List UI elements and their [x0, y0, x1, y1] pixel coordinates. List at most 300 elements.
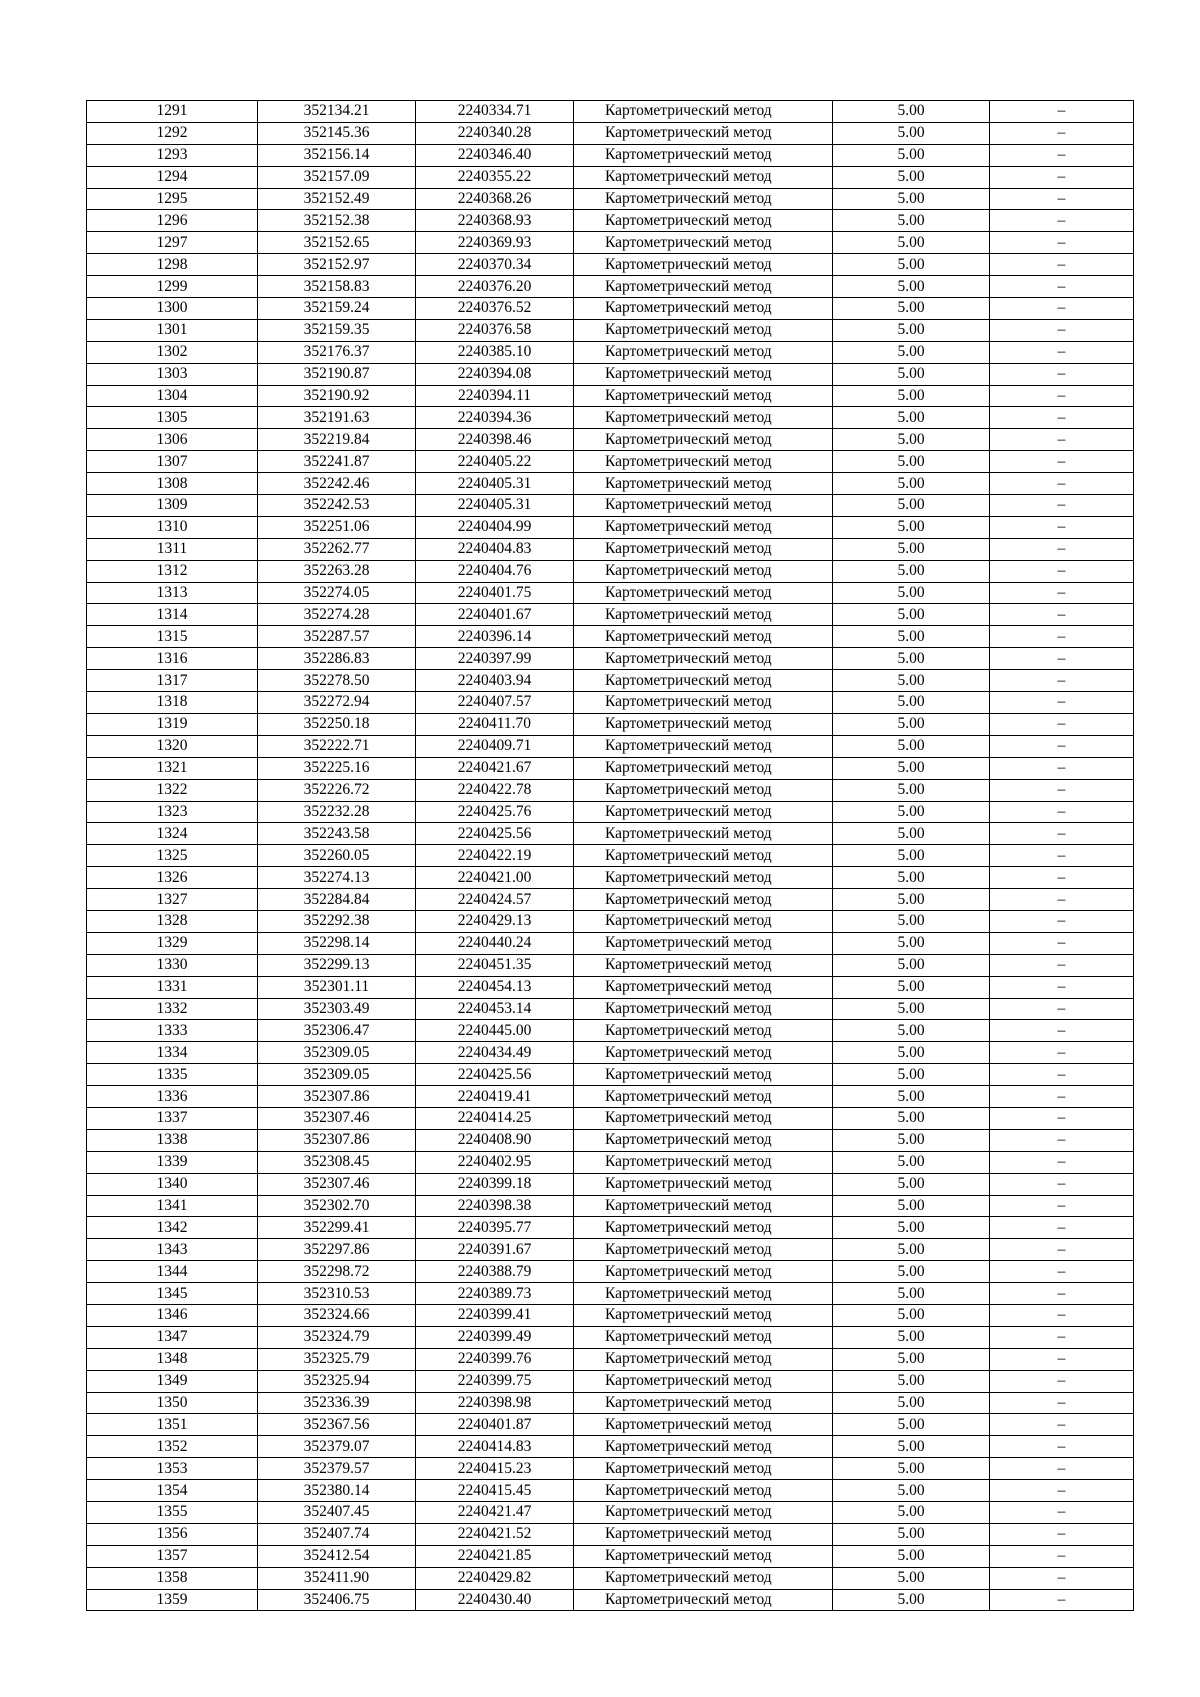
y-coordinate-cell: 2240355.22 [416, 166, 574, 188]
accuracy-cell: 5.00 [833, 341, 990, 363]
point-number-cell: 1315 [87, 626, 258, 648]
x-coordinate-cell: 352299.41 [258, 1217, 416, 1239]
table-row [87, 670, 1134, 692]
y-coordinate-cell: 2240402.95 [416, 1151, 574, 1173]
y-coordinate-cell: 2240398.98 [416, 1392, 574, 1414]
accuracy-cell: 5.00 [833, 998, 990, 1020]
description-cell: – [990, 122, 1134, 144]
method-cell: Картометрический метод [574, 1392, 833, 1414]
accuracy-cell: 5.00 [833, 385, 990, 407]
method-cell: Картометрический метод [574, 122, 833, 144]
x-coordinate-cell: 352190.92 [258, 385, 416, 407]
x-coordinate-cell: 352241.87 [258, 451, 416, 473]
x-coordinate-cell: 352274.28 [258, 604, 416, 626]
description-cell: – [990, 713, 1134, 735]
x-coordinate-cell: 352262.77 [258, 538, 416, 560]
y-coordinate-cell: 2240415.45 [416, 1480, 574, 1502]
accuracy-cell: 5.00 [833, 1173, 990, 1195]
point-number-cell: 1337 [87, 1107, 258, 1129]
method-cell: Картометрический метод [574, 101, 833, 123]
y-coordinate-cell: 2240334.71 [416, 101, 574, 123]
table-row [87, 932, 1134, 954]
accuracy-cell: 5.00 [833, 1020, 990, 1042]
point-number-cell: 1346 [87, 1304, 258, 1326]
description-cell: – [990, 407, 1134, 429]
accuracy-cell: 5.00 [833, 1304, 990, 1326]
description-cell: – [990, 1107, 1134, 1129]
description-cell: – [990, 1239, 1134, 1261]
point-number-cell: 1335 [87, 1064, 258, 1086]
x-coordinate-cell: 352406.75 [258, 1589, 416, 1611]
point-number-cell: 1293 [87, 144, 258, 166]
table-row [87, 1195, 1134, 1217]
description-cell: – [990, 232, 1134, 254]
accuracy-cell: 5.00 [833, 779, 990, 801]
description-cell: – [990, 341, 1134, 363]
method-cell: Картометрический метод [574, 779, 833, 801]
y-coordinate-cell: 2240440.24 [416, 932, 574, 954]
description-cell: – [990, 1502, 1134, 1524]
point-number-cell: 1339 [87, 1151, 258, 1173]
description-cell: – [990, 1392, 1134, 1414]
method-cell: Картометрический метод [574, 1348, 833, 1370]
point-number-cell: 1358 [87, 1567, 258, 1589]
x-coordinate-cell: 352379.07 [258, 1436, 416, 1458]
x-coordinate-cell: 352152.38 [258, 210, 416, 232]
description-cell: – [990, 889, 1134, 911]
x-coordinate-cell: 352274.05 [258, 582, 416, 604]
description-cell: – [990, 757, 1134, 779]
description-cell: – [990, 254, 1134, 276]
y-coordinate-cell: 2240414.25 [416, 1107, 574, 1129]
method-cell: Картометрический метод [574, 1042, 833, 1064]
table-row [87, 1348, 1134, 1370]
y-coordinate-cell: 2240422.19 [416, 845, 574, 867]
accuracy-cell: 5.00 [833, 1261, 990, 1283]
accuracy-cell: 5.00 [833, 166, 990, 188]
point-number-cell: 1328 [87, 910, 258, 932]
table-row [87, 976, 1134, 998]
accuracy-cell: 5.00 [833, 560, 990, 582]
coordinates-table-body [87, 101, 1134, 1611]
description-cell: – [990, 429, 1134, 451]
y-coordinate-cell: 2240425.56 [416, 823, 574, 845]
point-number-cell: 1336 [87, 1086, 258, 1108]
method-cell: Картометрический метод [574, 735, 833, 757]
y-coordinate-cell: 2240340.28 [416, 122, 574, 144]
accuracy-cell: 5.00 [833, 1589, 990, 1611]
y-coordinate-cell: 2240454.13 [416, 976, 574, 998]
method-cell: Картометрический метод [574, 1151, 833, 1173]
description-cell: – [990, 1151, 1134, 1173]
method-cell: Картометрический метод [574, 1107, 833, 1129]
description-cell: – [990, 538, 1134, 560]
accuracy-cell: 5.00 [833, 1129, 990, 1151]
method-cell: Картометрический метод [574, 385, 833, 407]
y-coordinate-cell: 2240399.76 [416, 1348, 574, 1370]
x-coordinate-cell: 352325.94 [258, 1370, 416, 1392]
method-cell: Картометрический метод [574, 473, 833, 495]
y-coordinate-cell: 2240419.41 [416, 1086, 574, 1108]
description-cell: – [990, 604, 1134, 626]
y-coordinate-cell: 2240394.11 [416, 385, 574, 407]
x-coordinate-cell: 352145.36 [258, 122, 416, 144]
table-row [87, 779, 1134, 801]
description-cell: – [990, 1589, 1134, 1611]
point-number-cell: 1308 [87, 473, 258, 495]
x-coordinate-cell: 352274.13 [258, 867, 416, 889]
method-cell: Картометрический метод [574, 713, 833, 735]
description-cell: – [990, 910, 1134, 932]
table-row [87, 735, 1134, 757]
x-coordinate-cell: 352286.83 [258, 648, 416, 670]
method-cell: Картометрический метод [574, 757, 833, 779]
table-row [87, 1523, 1134, 1545]
table-row [87, 363, 1134, 385]
description-cell: – [990, 319, 1134, 341]
point-number-cell: 1318 [87, 692, 258, 714]
point-number-cell: 1312 [87, 560, 258, 582]
x-coordinate-cell: 352292.38 [258, 910, 416, 932]
y-coordinate-cell: 2240404.83 [416, 538, 574, 560]
x-coordinate-cell: 352380.14 [258, 1480, 416, 1502]
description-cell: – [990, 932, 1134, 954]
y-coordinate-cell: 2240421.67 [416, 757, 574, 779]
y-coordinate-cell: 2240394.36 [416, 407, 574, 429]
table-row [87, 1392, 1134, 1414]
x-coordinate-cell: 352307.46 [258, 1107, 416, 1129]
point-number-cell: 1325 [87, 845, 258, 867]
y-coordinate-cell: 2240425.76 [416, 801, 574, 823]
table-row [87, 1589, 1134, 1611]
accuracy-cell: 5.00 [833, 254, 990, 276]
x-coordinate-cell: 352379.57 [258, 1458, 416, 1480]
y-coordinate-cell: 2240405.31 [416, 473, 574, 495]
description-cell: – [990, 166, 1134, 188]
y-coordinate-cell: 2240376.58 [416, 319, 574, 341]
method-cell: Картометрический метод [574, 1195, 833, 1217]
table-row [87, 516, 1134, 538]
table-row [87, 538, 1134, 560]
accuracy-cell: 5.00 [833, 1348, 990, 1370]
accuracy-cell: 5.00 [833, 1151, 990, 1173]
y-coordinate-cell: 2240411.70 [416, 713, 574, 735]
table-row [87, 1502, 1134, 1524]
point-number-cell: 1316 [87, 648, 258, 670]
accuracy-cell: 5.00 [833, 626, 990, 648]
method-cell: Картометрический метод [574, 998, 833, 1020]
x-coordinate-cell: 352307.86 [258, 1129, 416, 1151]
point-number-cell: 1299 [87, 276, 258, 298]
point-number-cell: 1296 [87, 210, 258, 232]
method-cell: Картометрический метод [574, 1414, 833, 1436]
x-coordinate-cell: 352287.57 [258, 626, 416, 648]
method-cell: Картометрический метод [574, 298, 833, 320]
method-cell: Картометрический метод [574, 932, 833, 954]
table-row [87, 757, 1134, 779]
table-row [87, 1480, 1134, 1502]
description-cell: – [990, 385, 1134, 407]
description-cell: – [990, 451, 1134, 473]
table-row [87, 1129, 1134, 1151]
coordinates-table [86, 100, 1134, 1611]
description-cell: – [990, 1042, 1134, 1064]
y-coordinate-cell: 2240368.26 [416, 188, 574, 210]
point-number-cell: 1300 [87, 298, 258, 320]
accuracy-cell: 5.00 [833, 757, 990, 779]
method-cell: Картометрический метод [574, 1480, 833, 1502]
method-cell: Картометрический метод [574, 166, 833, 188]
x-coordinate-cell: 352251.06 [258, 516, 416, 538]
y-coordinate-cell: 2240389.73 [416, 1283, 574, 1305]
table-row [87, 801, 1134, 823]
table-row [87, 1458, 1134, 1480]
description-cell: – [990, 998, 1134, 1020]
point-number-cell: 1347 [87, 1326, 258, 1348]
method-cell: Картометрический метод [574, 692, 833, 714]
method-cell: Картометрический метод [574, 648, 833, 670]
accuracy-cell: 5.00 [833, 692, 990, 714]
description-cell: – [990, 188, 1134, 210]
accuracy-cell: 5.00 [833, 473, 990, 495]
y-coordinate-cell: 2240399.75 [416, 1370, 574, 1392]
x-coordinate-cell: 352297.86 [258, 1239, 416, 1261]
table-row [87, 1151, 1134, 1173]
x-coordinate-cell: 352309.05 [258, 1042, 416, 1064]
x-coordinate-cell: 352157.09 [258, 166, 416, 188]
description-cell: – [990, 735, 1134, 757]
method-cell: Картометрический метод [574, 1217, 833, 1239]
x-coordinate-cell: 352159.35 [258, 319, 416, 341]
description-cell: – [990, 1480, 1134, 1502]
x-coordinate-cell: 352307.46 [258, 1173, 416, 1195]
point-number-cell: 1320 [87, 735, 258, 757]
y-coordinate-cell: 2240404.99 [416, 516, 574, 538]
method-cell: Картометрический метод [574, 1086, 833, 1108]
method-cell: Картометрический метод [574, 626, 833, 648]
y-coordinate-cell: 2240453.14 [416, 998, 574, 1020]
table-row [87, 626, 1134, 648]
accuracy-cell: 5.00 [833, 1042, 990, 1064]
point-number-cell: 1359 [87, 1589, 258, 1611]
table-row [87, 451, 1134, 473]
table-row [87, 823, 1134, 845]
y-coordinate-cell: 2240421.00 [416, 867, 574, 889]
description-cell: – [990, 1173, 1134, 1195]
description-cell: – [990, 1348, 1134, 1370]
description-cell: – [990, 363, 1134, 385]
y-coordinate-cell: 2240368.93 [416, 210, 574, 232]
description-cell: – [990, 1370, 1134, 1392]
x-coordinate-cell: 352309.05 [258, 1064, 416, 1086]
table-row [87, 692, 1134, 714]
accuracy-cell: 5.00 [833, 1064, 990, 1086]
method-cell: Картометрический метод [574, 1326, 833, 1348]
description-cell: – [990, 144, 1134, 166]
x-coordinate-cell: 352158.83 [258, 276, 416, 298]
x-coordinate-cell: 352190.87 [258, 363, 416, 385]
table-row [87, 429, 1134, 451]
point-number-cell: 1354 [87, 1480, 258, 1502]
method-cell: Картометрический метод [574, 910, 833, 932]
point-number-cell: 1305 [87, 407, 258, 429]
accuracy-cell: 5.00 [833, 1370, 990, 1392]
point-number-cell: 1309 [87, 495, 258, 517]
description-cell: – [990, 516, 1134, 538]
accuracy-cell: 5.00 [833, 932, 990, 954]
y-coordinate-cell: 2240396.14 [416, 626, 574, 648]
accuracy-cell: 5.00 [833, 1523, 990, 1545]
point-number-cell: 1352 [87, 1436, 258, 1458]
table-row [87, 648, 1134, 670]
description-cell: – [990, 1086, 1134, 1108]
point-number-cell: 1326 [87, 867, 258, 889]
description-cell: – [990, 582, 1134, 604]
y-coordinate-cell: 2240421.52 [416, 1523, 574, 1545]
x-coordinate-cell: 352152.97 [258, 254, 416, 276]
description-cell: – [990, 1567, 1134, 1589]
x-coordinate-cell: 352307.86 [258, 1086, 416, 1108]
table-row [87, 188, 1134, 210]
method-cell: Картометрический метод [574, 210, 833, 232]
table-row [87, 254, 1134, 276]
x-coordinate-cell: 352219.84 [258, 429, 416, 451]
table-row [87, 1107, 1134, 1129]
table-row [87, 276, 1134, 298]
point-number-cell: 1295 [87, 188, 258, 210]
y-coordinate-cell: 2240408.90 [416, 1129, 574, 1151]
x-coordinate-cell: 352303.49 [258, 998, 416, 1020]
accuracy-cell: 5.00 [833, 976, 990, 998]
method-cell: Картометрический метод [574, 276, 833, 298]
table-row [87, 298, 1134, 320]
x-coordinate-cell: 352301.11 [258, 976, 416, 998]
method-cell: Картометрический метод [574, 801, 833, 823]
method-cell: Картометрический метод [574, 232, 833, 254]
x-coordinate-cell: 352407.74 [258, 1523, 416, 1545]
y-coordinate-cell: 2240451.35 [416, 954, 574, 976]
method-cell: Картометрический метод [574, 1436, 833, 1458]
x-coordinate-cell: 352225.16 [258, 757, 416, 779]
y-coordinate-cell: 2240399.49 [416, 1326, 574, 1348]
method-cell: Картометрический метод [574, 1567, 833, 1589]
y-coordinate-cell: 2240422.78 [416, 779, 574, 801]
table-row [87, 998, 1134, 1020]
point-number-cell: 1306 [87, 429, 258, 451]
y-coordinate-cell: 2240429.13 [416, 910, 574, 932]
y-coordinate-cell: 2240401.87 [416, 1414, 574, 1436]
description-cell: – [990, 1064, 1134, 1086]
accuracy-cell: 5.00 [833, 363, 990, 385]
x-coordinate-cell: 352242.53 [258, 495, 416, 517]
table-row [87, 889, 1134, 911]
x-coordinate-cell: 352310.53 [258, 1283, 416, 1305]
accuracy-cell: 5.00 [833, 276, 990, 298]
method-cell: Картометрический метод [574, 1283, 833, 1305]
x-coordinate-cell: 352152.65 [258, 232, 416, 254]
method-cell: Картометрический метод [574, 560, 833, 582]
description-cell: – [990, 976, 1134, 998]
y-coordinate-cell: 2240445.00 [416, 1020, 574, 1042]
description-cell: – [990, 1020, 1134, 1042]
method-cell: Картометрический метод [574, 670, 833, 692]
x-coordinate-cell: 352260.05 [258, 845, 416, 867]
accuracy-cell: 5.00 [833, 1326, 990, 1348]
point-number-cell: 1348 [87, 1348, 258, 1370]
accuracy-cell: 5.00 [833, 407, 990, 429]
x-coordinate-cell: 352407.45 [258, 1502, 416, 1524]
x-coordinate-cell: 352299.13 [258, 954, 416, 976]
method-cell: Картометрический метод [574, 144, 833, 166]
method-cell: Картометрический метод [574, 254, 833, 276]
y-coordinate-cell: 2240429.82 [416, 1567, 574, 1589]
point-number-cell: 1304 [87, 385, 258, 407]
description-cell: – [990, 1436, 1134, 1458]
x-coordinate-cell: 352156.14 [258, 144, 416, 166]
y-coordinate-cell: 2240424.57 [416, 889, 574, 911]
method-cell: Картометрический метод [574, 1064, 833, 1086]
accuracy-cell: 5.00 [833, 495, 990, 517]
method-cell: Картометрический метод [574, 582, 833, 604]
description-cell: – [990, 823, 1134, 845]
point-number-cell: 1329 [87, 932, 258, 954]
method-cell: Картометрический метод [574, 1239, 833, 1261]
method-cell: Картометрический метод [574, 1129, 833, 1151]
method-cell: Картометрический метод [574, 1020, 833, 1042]
y-coordinate-cell: 2240369.93 [416, 232, 574, 254]
accuracy-cell: 5.00 [833, 319, 990, 341]
y-coordinate-cell: 2240401.67 [416, 604, 574, 626]
method-cell: Картометрический метод [574, 538, 833, 560]
x-coordinate-cell: 352134.21 [258, 101, 416, 123]
table-row [87, 845, 1134, 867]
accuracy-cell: 5.00 [833, 451, 990, 473]
y-coordinate-cell: 2240407.57 [416, 692, 574, 714]
description-cell: – [990, 560, 1134, 582]
accuracy-cell: 5.00 [833, 867, 990, 889]
description-cell: – [990, 210, 1134, 232]
y-coordinate-cell: 2240388.79 [416, 1261, 574, 1283]
accuracy-cell: 5.00 [833, 516, 990, 538]
x-coordinate-cell: 352250.18 [258, 713, 416, 735]
accuracy-cell: 5.00 [833, 670, 990, 692]
y-coordinate-cell: 2240430.40 [416, 1589, 574, 1611]
table-row [87, 495, 1134, 517]
description-cell: – [990, 1217, 1134, 1239]
y-coordinate-cell: 2240391.67 [416, 1239, 574, 1261]
accuracy-cell: 5.00 [833, 1195, 990, 1217]
table-row [87, 1261, 1134, 1283]
accuracy-cell: 5.00 [833, 122, 990, 144]
point-number-cell: 1303 [87, 363, 258, 385]
point-number-cell: 1291 [87, 101, 258, 123]
point-number-cell: 1297 [87, 232, 258, 254]
description-cell: – [990, 1414, 1134, 1436]
method-cell: Картометрический метод [574, 1304, 833, 1326]
accuracy-cell: 5.00 [833, 1392, 990, 1414]
y-coordinate-cell: 2240404.76 [416, 560, 574, 582]
table-row [87, 232, 1134, 254]
point-number-cell: 1307 [87, 451, 258, 473]
point-number-cell: 1294 [87, 166, 258, 188]
x-coordinate-cell: 352159.24 [258, 298, 416, 320]
method-cell: Картометрический метод [574, 845, 833, 867]
y-coordinate-cell: 2240399.18 [416, 1173, 574, 1195]
point-number-cell: 1338 [87, 1129, 258, 1151]
y-coordinate-cell: 2240370.34 [416, 254, 574, 276]
accuracy-cell: 5.00 [833, 1086, 990, 1108]
table-row [87, 867, 1134, 889]
